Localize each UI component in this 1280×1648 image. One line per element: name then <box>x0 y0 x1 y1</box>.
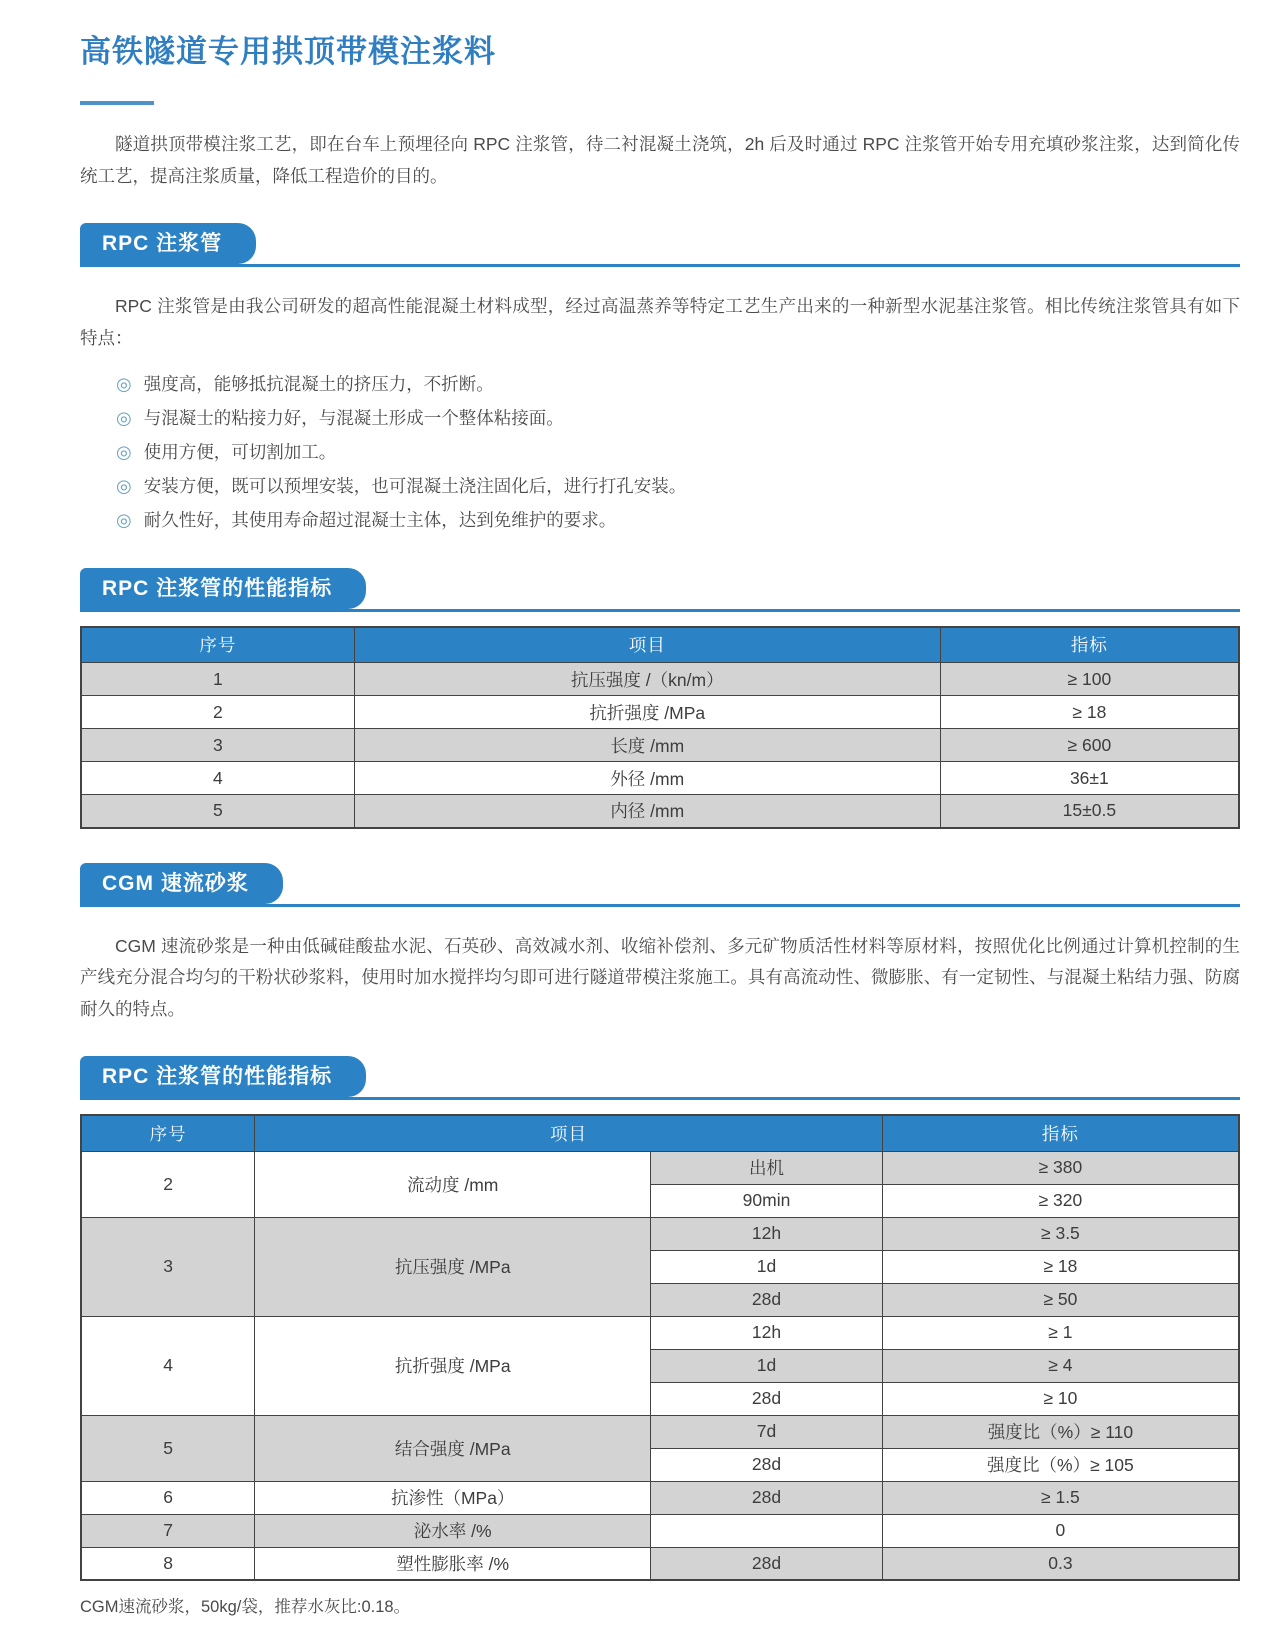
section-tab-cgm: CGM 速流砂浆 <box>80 863 283 904</box>
cell-item: 长度 /mm <box>354 729 940 762</box>
page-title: 高铁隧道专用拱顶带模注浆料 <box>80 34 496 69</box>
table-header-cell: 序号 <box>81 627 354 663</box>
table-header-cell: 指标 <box>882 1115 1239 1151</box>
cell-no: 2 <box>81 696 354 729</box>
cell-no: 4 <box>81 1316 255 1415</box>
feature-item <box>116 436 1240 470</box>
section-tab-rpc-spec: RPC 注浆管的性能指标 <box>80 568 366 609</box>
table-header-cell: 序号 <box>81 1115 255 1151</box>
table-row <box>81 795 1239 828</box>
feature-item <box>116 402 1240 436</box>
table-row <box>81 729 1239 762</box>
cell-value: 0 <box>882 1514 1239 1547</box>
table-row <box>81 762 1239 795</box>
section-tab-rpc: RPC 注浆管 <box>80 223 256 264</box>
cell-no: 7 <box>81 1514 255 1547</box>
cell-no: 5 <box>81 795 354 828</box>
cell-condition: 28d <box>651 1448 883 1481</box>
table-header-cell: 指标 <box>940 627 1239 663</box>
feature-text: 与混凝士的粘接力好，与混凝土形成一个整体粘接面。 <box>143 408 564 429</box>
feature-item <box>116 470 1240 504</box>
cell-value: ≥ 320 <box>882 1184 1239 1217</box>
cell-condition: 28d <box>651 1481 883 1514</box>
cell-no: 1 <box>81 663 354 696</box>
table-row <box>81 1547 1239 1580</box>
table-header-row <box>81 1115 1239 1151</box>
cell-item: 抗折强度 /MPa <box>354 696 940 729</box>
cell-value: ≥ 50 <box>882 1283 1239 1316</box>
feature-text: 安装方便，既可以预埋安装，也可混凝土浇注固化后，进行打孔安装。 <box>143 475 687 496</box>
table-row <box>81 663 1239 696</box>
ring-bullet-icon: ◎ <box>116 475 132 496</box>
table-row <box>81 1514 1239 1547</box>
cell-value: 36±1 <box>940 762 1239 795</box>
cell-item: 结合强度 /MPa <box>255 1415 651 1481</box>
section-heading-rpc <box>80 223 1240 267</box>
cell-value: ≥ 18 <box>882 1250 1239 1283</box>
cell-condition: 12h <box>651 1217 883 1250</box>
table-row <box>81 1415 1239 1448</box>
cell-no: 8 <box>81 1547 255 1580</box>
feature-text: 耐久性好，其使用寿命超过混凝士主体，达到免维护的要求。 <box>143 509 617 530</box>
table-header-cell: 项目 <box>255 1115 883 1151</box>
rpc-description: RPC 注浆管是由我公司研发的超高性能混凝土材料成型，经过高温蒸养等特定工艺生产出来的一种新型水泥基注浆管。相比传统注浆管具有如下特点： <box>80 295 1240 348</box>
cgm-description: CGM 速流砂浆是一种由低碱硅酸盐水泥、石英砂、高效减水剂、收缩补偿剂、多元矿物质活性材料等原材料，按照优化比例通过计算机控制的生产线充分混合均匀的干粉状砂浆料，使用时加水搅拌均匀即可进行隧道带模注浆施工。具有高流动性、微膨胀、有一定韧性、与混凝土粘结力强、防腐耐久的特点。 <box>80 935 1240 1020</box>
table-row <box>81 1316 1239 1349</box>
feature-item <box>116 504 1240 538</box>
cell-item: 外径 /mm <box>354 762 940 795</box>
cell-item: 抗折强度 /MPa <box>255 1316 651 1415</box>
cell-condition: 出机 <box>651 1151 883 1184</box>
cell-no: 5 <box>81 1415 255 1481</box>
title-underline <box>80 101 154 105</box>
cell-condition <box>651 1514 883 1547</box>
cell-value: 强度比（%）≥ 110 <box>882 1415 1239 1448</box>
cell-value: ≥ 4 <box>882 1349 1239 1382</box>
cell-item: 抗压强度 /（kn/m） <box>354 663 940 696</box>
table-header-row <box>81 627 1239 663</box>
cell-condition: 7d <box>651 1415 883 1448</box>
section-heading-cgm <box>80 863 1240 907</box>
cell-item: 泌水率 /% <box>255 1514 651 1547</box>
cell-value: ≥ 10 <box>882 1382 1239 1415</box>
cell-value: 强度比（%）≥ 105 <box>882 1448 1239 1481</box>
cell-item: 流动度 /mm <box>255 1151 651 1217</box>
section-heading-cgm-spec <box>80 1056 1240 1100</box>
ring-bullet-icon: ◎ <box>116 408 132 429</box>
cell-value: ≥ 18 <box>940 696 1239 729</box>
ring-bullet-icon: ◎ <box>116 442 132 463</box>
cell-value: ≥ 3.5 <box>882 1217 1239 1250</box>
cell-item: 内径 /mm <box>354 795 940 828</box>
table-row <box>81 1481 1239 1514</box>
footnote: CGM速流砂浆，50kg/袋，推荐水灰比:0.18。 <box>80 1598 411 1617</box>
ring-bullet-icon: ◎ <box>116 374 132 395</box>
cell-value: ≥ 100 <box>940 663 1239 696</box>
cell-value: ≥ 600 <box>940 729 1239 762</box>
feature-list <box>116 368 1240 537</box>
cell-item: 塑性膨胀率 /% <box>255 1547 651 1580</box>
cell-item: 抗渗性（MPa） <box>255 1481 651 1514</box>
table-header-cell: 项目 <box>354 627 940 663</box>
section-heading-rpc-spec <box>80 568 1240 612</box>
cell-no: 6 <box>81 1481 255 1514</box>
feature-item <box>116 368 1240 402</box>
cell-no: 4 <box>81 762 354 795</box>
table-row <box>81 696 1239 729</box>
section-tab-cgm-spec: RPC 注浆管的性能指标 <box>80 1056 366 1097</box>
cell-condition: 28d <box>651 1382 883 1415</box>
cell-condition: 28d <box>651 1283 883 1316</box>
ring-bullet-icon: ◎ <box>116 509 132 530</box>
cell-condition: 90min <box>651 1184 883 1217</box>
cell-condition: 1d <box>651 1349 883 1382</box>
cell-value: ≥ 1 <box>882 1316 1239 1349</box>
rpc-spec-table <box>80 626 1240 829</box>
cell-item: 抗压强度 /MPa <box>255 1217 651 1316</box>
cell-no: 2 <box>81 1151 255 1217</box>
cell-value: ≥ 1.5 <box>882 1481 1239 1514</box>
cell-condition: 28d <box>651 1547 883 1580</box>
cell-condition: 12h <box>651 1316 883 1349</box>
cell-value: 15±0.5 <box>940 795 1239 828</box>
cell-no: 3 <box>81 729 354 762</box>
table-row <box>81 1217 1239 1250</box>
cell-value: 0.3 <box>882 1547 1239 1580</box>
cell-value: ≥ 380 <box>882 1151 1239 1184</box>
feature-text: 使用方便，可切割加工。 <box>143 442 337 463</box>
cell-condition: 1d <box>651 1250 883 1283</box>
cgm-spec-table <box>80 1114 1240 1581</box>
cell-no: 3 <box>81 1217 255 1316</box>
feature-text: 强度高，能够抵抗混凝土的挤压力，不折断。 <box>143 374 494 395</box>
table-row <box>81 1151 1239 1184</box>
intro-paragraph: 隧道拱顶带模注浆工艺，即在台车上预埋径向 RPC 注浆管，待二衬混凝土浇筑，2h 后及时通过 RPC 注浆管开始专用充填砂浆注浆，达到简化传统工艺，提高注浆质量，降低工程造价的目的。 <box>80 134 1240 186</box>
